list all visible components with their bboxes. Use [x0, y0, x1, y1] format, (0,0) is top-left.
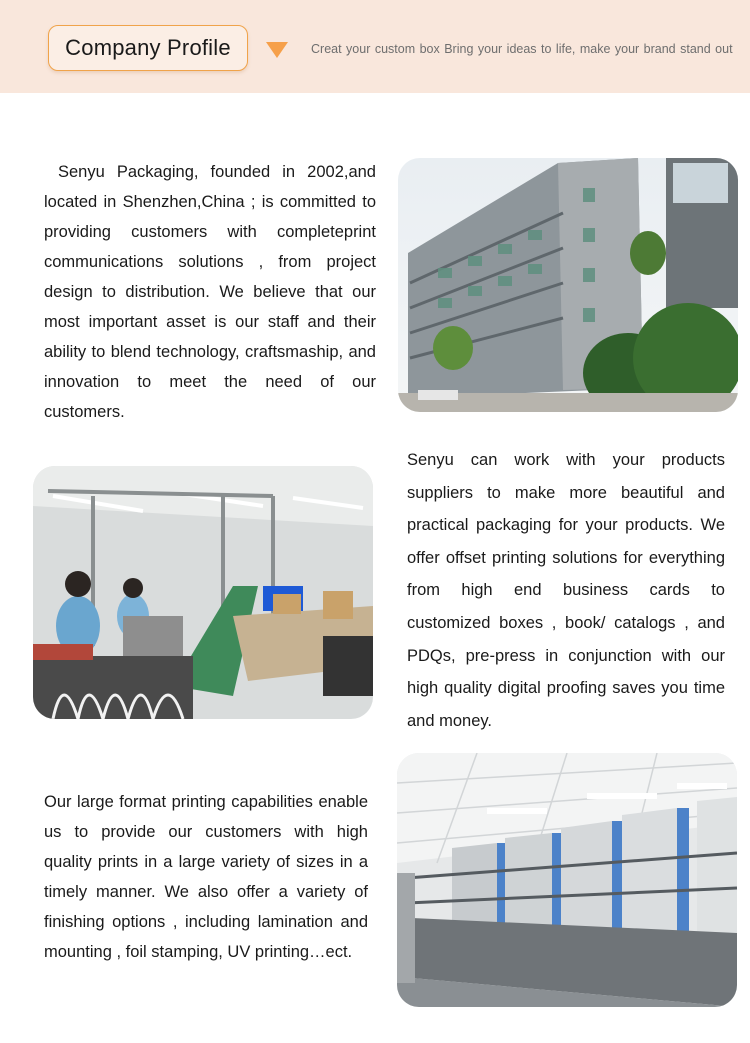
- header-banner: [0, 0, 750, 93]
- page-title: Company Profile: [48, 25, 248, 71]
- capabilities-paragraph: Our large format printing capabilities enable us to provide our customers with high quality prints in a large variety of sizes in a timely manner. We also offer a variety of finishing options , including lamination and mounting , foil stamping, UV printing…ect.: [44, 793, 368, 961]
- triangle-down-icon: [266, 42, 288, 58]
- header-tagline: Creat your custom box Bring your ideas to life, make your brand stand out: [311, 42, 733, 56]
- printing-press-photo: [397, 753, 737, 1007]
- intro-paragraph: Senyu Packaging, founded in 2002,and located in Shenzhen,China ; is committed to providing customers with completeprint communications solutions , from project design to distribution. We believe that our most important asset is our staff and their ability to blend technology, craftsmaship, and innovation to meet the need of our customers.: [44, 163, 376, 421]
- factory-floor-photo: [33, 466, 373, 719]
- services-paragraph: Senyu can work with your products suppliers to make more beautiful and practical packaging for your products. We offer offset printing solutions for everything from high end business cards to customized boxes , book/ catalogs , and PDQs, pre-press in conjunction with our high quality digital proofing saves you time and money.: [407, 451, 725, 730]
- company-building-photo: [398, 158, 738, 412]
